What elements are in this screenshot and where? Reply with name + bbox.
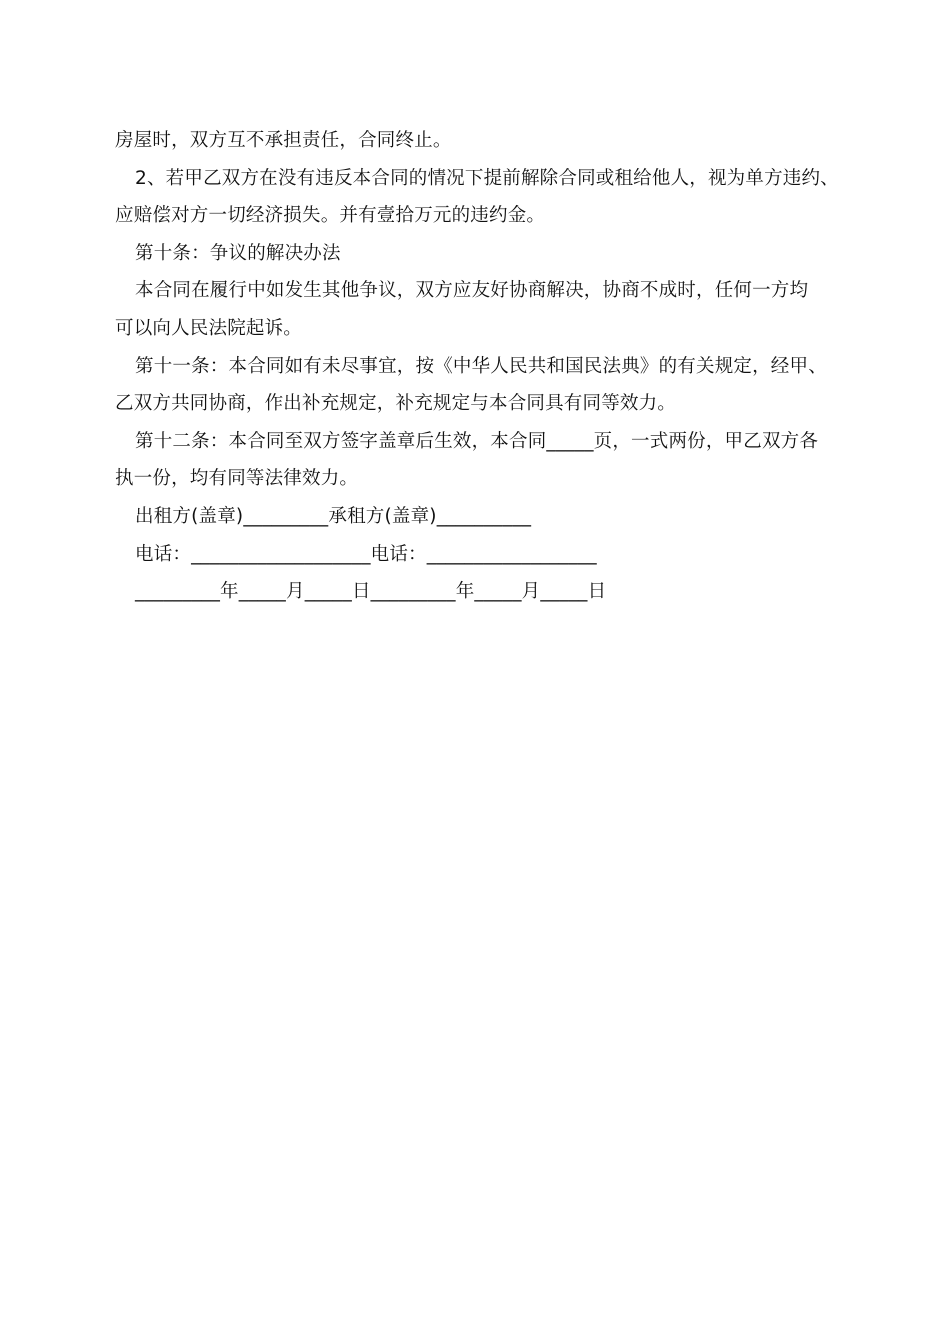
article-eleven-line: 第十一条：本合同如有未尽事宜，按《中华人民共和国民法典》的有关规定，经甲、	[135, 355, 827, 377]
paragraph-line-breach-compensation: 应赔偿对方一切经济损失。并有壹拾万元的违约金。	[115, 205, 546, 227]
paragraph-line-court-filing: 可以向人民法院起诉。	[115, 317, 303, 339]
paragraph-line-termination: 房屋时，双方互不承担责任，合同终止。	[115, 130, 452, 151]
paragraph-line-breach-clause: 2、若甲乙双方在没有违反本合同的情况下提前解除合同或租给他人，视为单方违约、	[135, 167, 839, 189]
paragraph-line-copies: 执一份，均有同等法律效力。	[115, 468, 359, 490]
signature-line-date: _________年_____月_____日_________年_____月_____日	[135, 581, 607, 603]
document-body	[115, 122, 850, 611]
article-twelve-line: 第十二条：本合同至双方签字盖章后生效，本合同_____页，一式两份，甲乙双方各	[135, 430, 819, 452]
signature-line-phone: 电话：___________________电话：__________________	[135, 543, 597, 565]
article-ten-heading: 第十条：争议的解决办法	[135, 242, 341, 264]
paragraph-line-supplementary-provisions: 乙双方共同协商，作出补充规定，补充规定与本合同具有同等效力。	[115, 393, 677, 415]
paragraph-line-dispute-resolution: 本合同在履行中如发生其他争议，双方应友好协商解决，协商不成时，任何一方均	[135, 280, 809, 302]
signature-line-parties: 出租方(盖章)_________承租方(盖章)__________	[135, 505, 532, 527]
